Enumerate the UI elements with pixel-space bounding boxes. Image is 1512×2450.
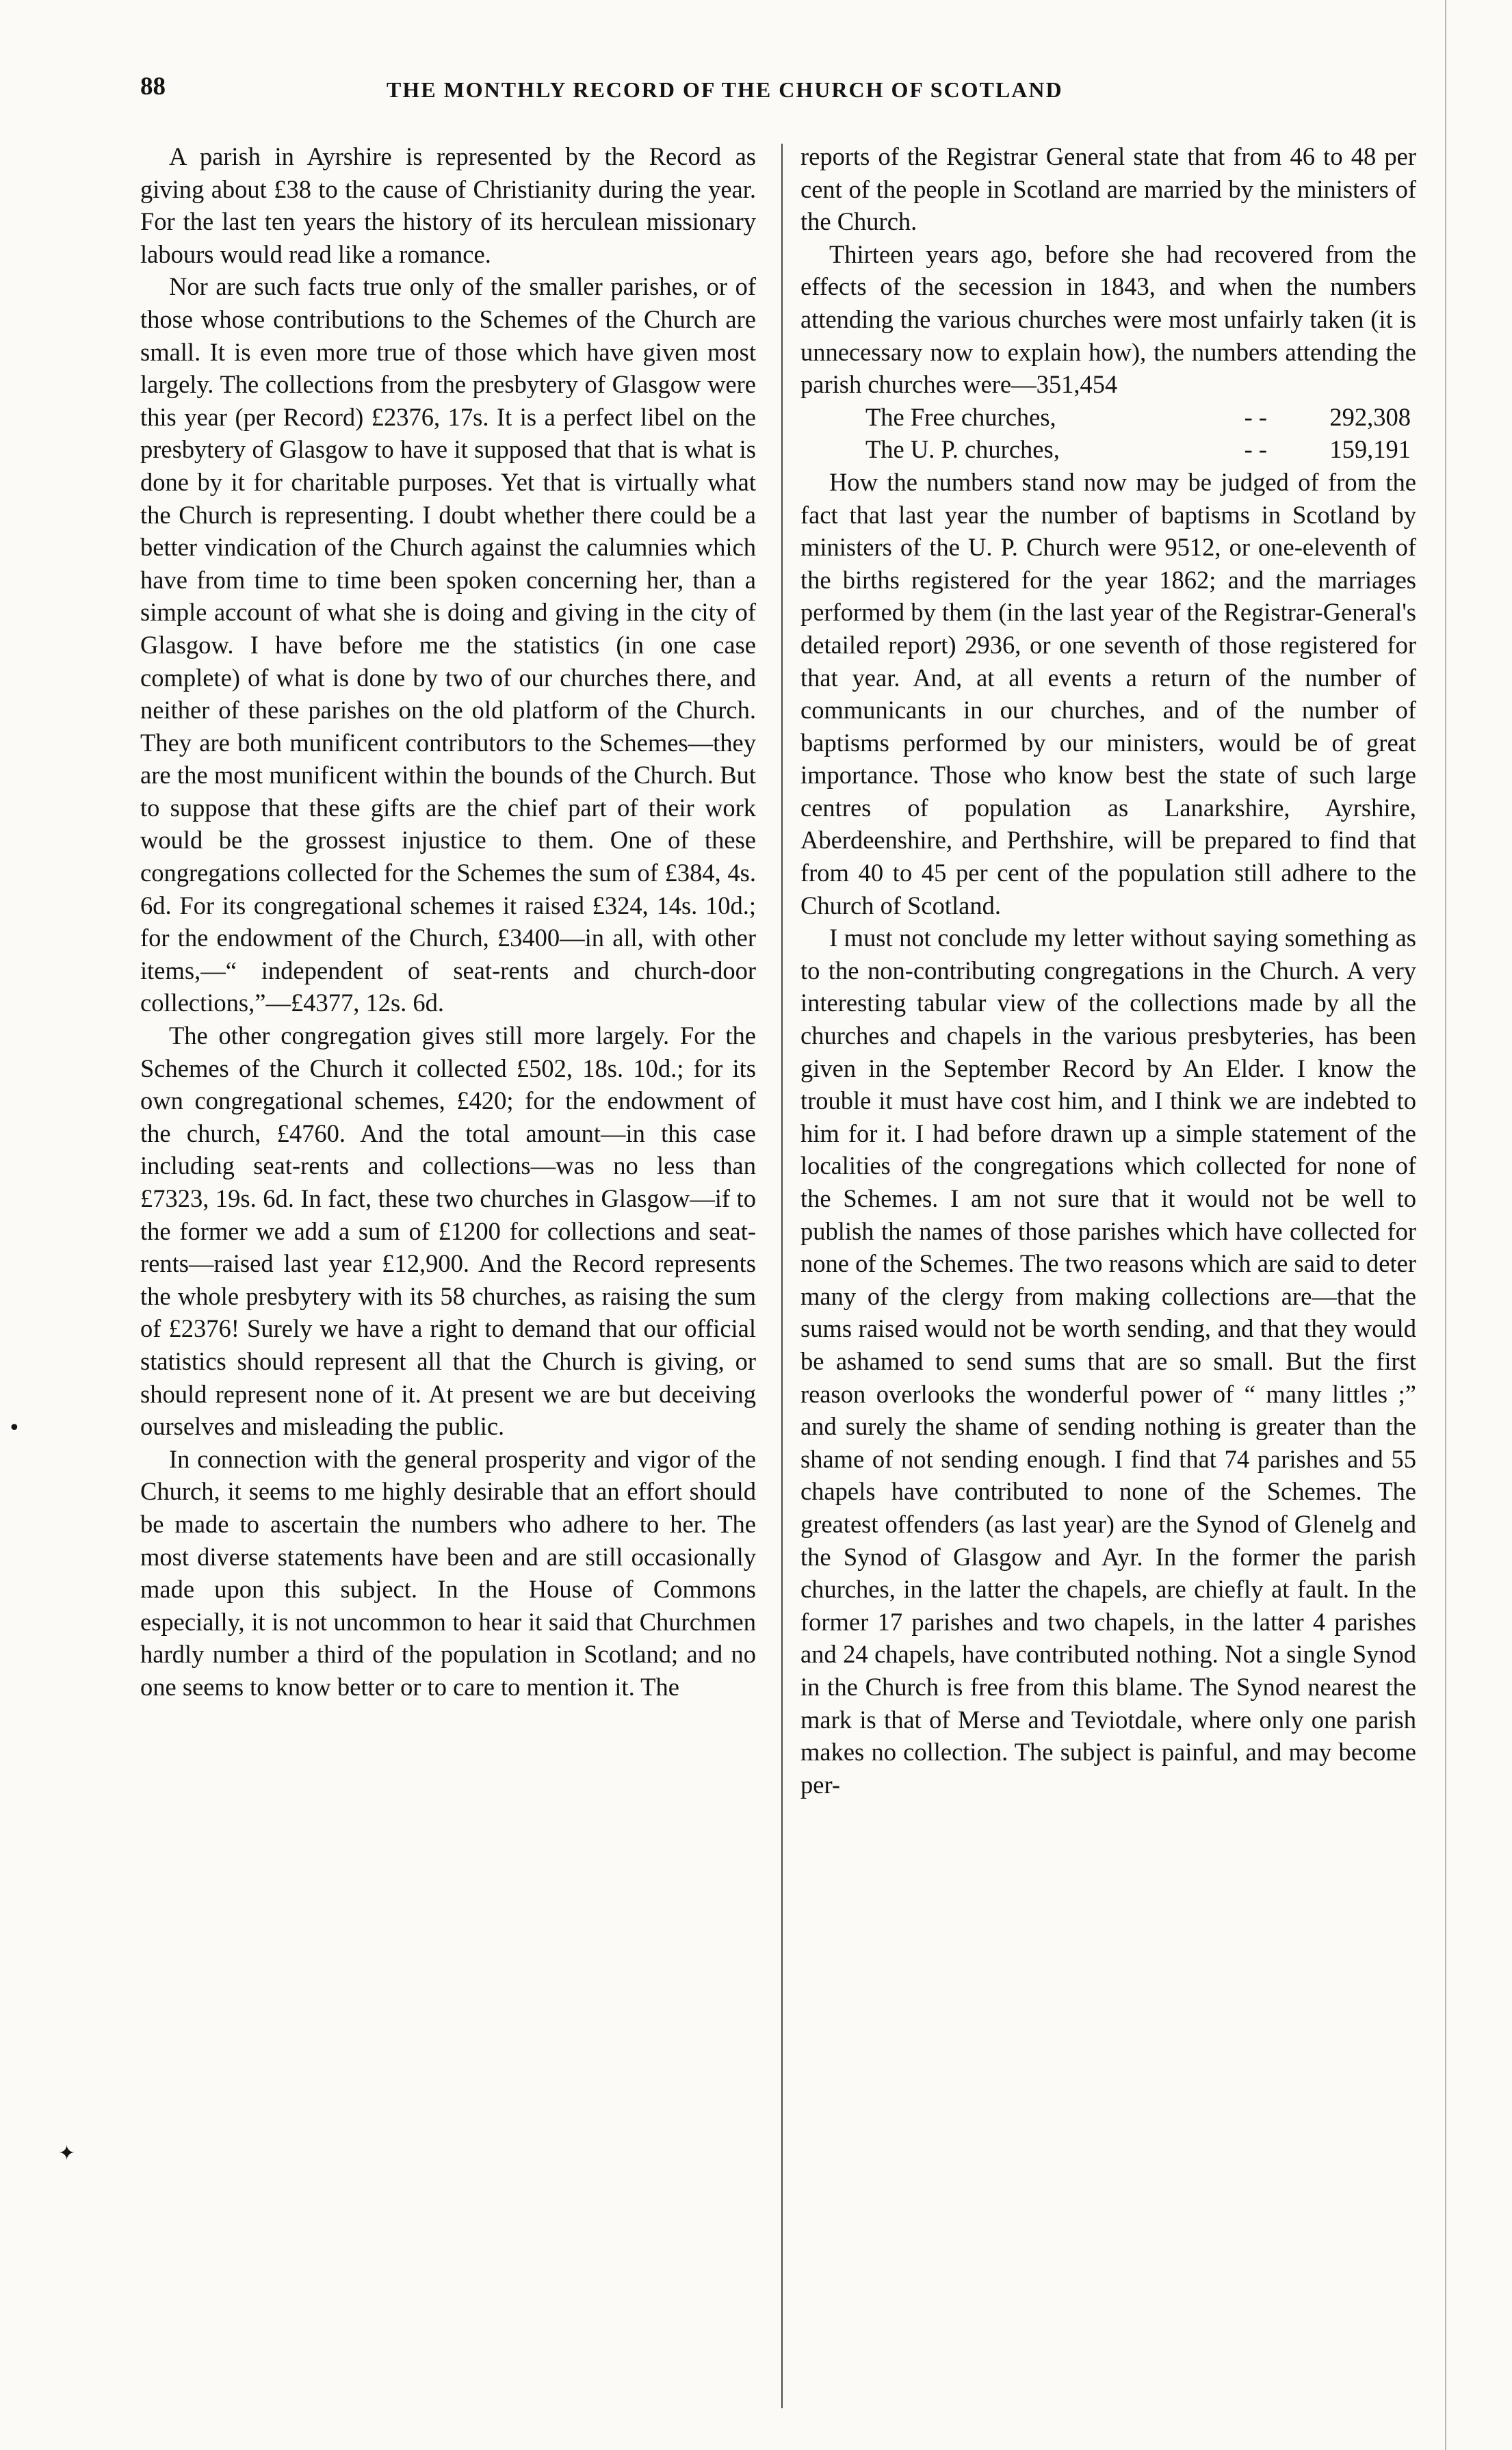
margin-dot-mark: • — [8, 1416, 21, 1440]
tally-dashes: - - — [1244, 402, 1267, 431]
paragraph: Nor are such facts true only of the smaller parishes, or of those whose contributions to the Schemes of the Church are small. It is even more true of those which have given most largely. The collections from the presbytery of Glasgow were this year (per Record) £2376, 17s. It is a perfect libel on the presbytery of Glasgow to have it supposed that that is what is done by it for charitable purposes. Yet that is virtually what the Church is representing. I doubt whether there could be a better vindication of the Church against the calumnies which have from time to time been spoken concerning her, than a simple account of what she is doing and giving in the city of Glasgow. I have before me the statistics (in one case complete) of what is done by two of our churches there, and neither of these parishes on the old platform of the Church. They are both munificent contributors to the Schemes—they are the most munificent within the bounds of the Church. But to suppose that these gifts are the chief part of their work would be the grossest injustice to them. One of these congregations collected for the Schemes the sum of £384, 4s. 6d. For its congregational schemes it raised £324, 14s. 10d.; for the endowment of the Church, £3400—in all, with other items,—“ independent of seat-rents and church-door collections,”—£4377, 12s. 6d. — [140, 272, 756, 1017]
tally-value: 292,308 — [1329, 402, 1411, 431]
tally-row — [800, 433, 1416, 466]
attendance-tally — [800, 401, 1416, 466]
paragraph: A parish in Ayrshire is represented by the Record as giving about £38 to the cause of Christianity during the year. For the last ten years the history of its herculean missionary labours would read like a romance. — [140, 142, 756, 268]
paragraph: I must not conclude my letter without saying something as to the non-contributing congregations in the Church. A very interesting tabular view of the collections made by all the churches and chapels in the various presbyteries, has been given in the September Record by An Elder. I know the trouble it must have cost him, and I think we are indebted to him for it. I had before drawn up a simple statement of the localities of the congregations which collected for none of the Schemes. I am not sure that it would not be well to publish the names of those parishes which have collected for none of the Schemes. The two reasons which are said to deter many of the clergy from making collections are—that the sums raised would not be worth sending, and that they would be ashamed to send sums that are so small. But the first reason overlooks the wonderful power of “ many littles ;” and surely the shame of sending nothing is greater than the shame of not sending enough. I find that 74 parishes and 55 chapels have contributed to none of the Schemes. The greatest offenders (as last year) are the Synod of Glenelg and the Synod of Glasgow and Ayr. In the former the parish churches, in the latter the chapels, are chiefly at fault. In the former 17 parishes and two chapels, in the latter 4 parishes and 24 chapels, have contributed nothing. Not a single Synod in the Church is free from this blame. The Synod nearest the mark is that of Merse and Teviotdale, where only one parish makes no collection. The subject is painful, and may become per- — [800, 924, 1416, 1799]
column-divider — [781, 144, 783, 2408]
tally-value: 159,191 — [1329, 435, 1411, 464]
scan-edge-line — [1445, 0, 1446, 2450]
page-number: 88 — [140, 73, 166, 101]
tally-label: The U. P. churches, — [865, 435, 1060, 464]
tally-row — [800, 401, 1416, 434]
left-column — [140, 140, 756, 1704]
page-header — [127, 72, 1413, 113]
paragraph: In connection with the general prosperity and vigor of the Church, it seems to me highly desirable that an effort should be made to ascertain the numbers who adhere to her. The most diverse statements have been and are still occasionally made upon this subject. In the House of Commons especially, it is not uncommon to hear it said that Churchmen hardly number a third of the population in Scotland; and no one seems to know better or to care to mention it. The — [140, 1444, 756, 1701]
paragraph: The other congregation gives still more largely. For the Schemes of the Church it collected £502, 18s. 10d.; for its own congregational schemes, £420; for the endowment of the church, £4760. And the total amount—in this case including seat-rents and collections—was no less than £7323, 19s. 6d. In fact, these two churches in Glasgow—if to the former we add a sum of £1200 for collections and seat-rents—raised last year £12,900. And the Record represents the whole presbytery with its 58 churches, as raising the sum of £2376! Surely we have a right to demand that our official statistics should represent all that the Church is giving, or should represent none of it. At present we are but deceiving ourselves and misleading the public. — [140, 1021, 756, 1441]
paragraph: Thirteen years ago, before she had recovered from the effects of the secession in 1843, and when the numbers attending the various churches were most unfairly taken (it is unnecessary now to explain how), the numbers attending the parish churches were—351,454 — [800, 239, 1416, 399]
paragraph: How the numbers stand now may be judged of from the fact that last year the number of baptisms in Scotland by ministers of the U. P. Church were 9512, or one-eleventh of the births registered for the year 1862; and the marriages performed by them (in the last year of the Registrar-General's detailed report) 2936, or one seventh of those registered for that year. And, at all events a return of the number of communicants in our churches, and of the number of baptisms performed by our ministers, would be of great importance. Those who know best the state of such large centres of population as Lanarkshire, Ayrshire, Aberdeenshire, and Perthshire, will be prepared to find that from 40 to 45 per cent of the population still adhere to the Church of Scotland. — [800, 467, 1416, 920]
right-column — [800, 140, 1416, 1801]
running-head: THE MONTHLY RECORD OF THE CHURCH OF SCOTLAND — [387, 77, 1063, 102]
tally-dashes: - - — [1244, 435, 1267, 464]
tally-label: The Free churches, — [865, 402, 1056, 431]
margin-star-mark: ✦ — [58, 2141, 76, 2165]
paragraph-continued: reports of the Registrar General state that from 46 to 48 per cent of the people in Scotland are married by the ministers of the Church. — [800, 142, 1416, 236]
